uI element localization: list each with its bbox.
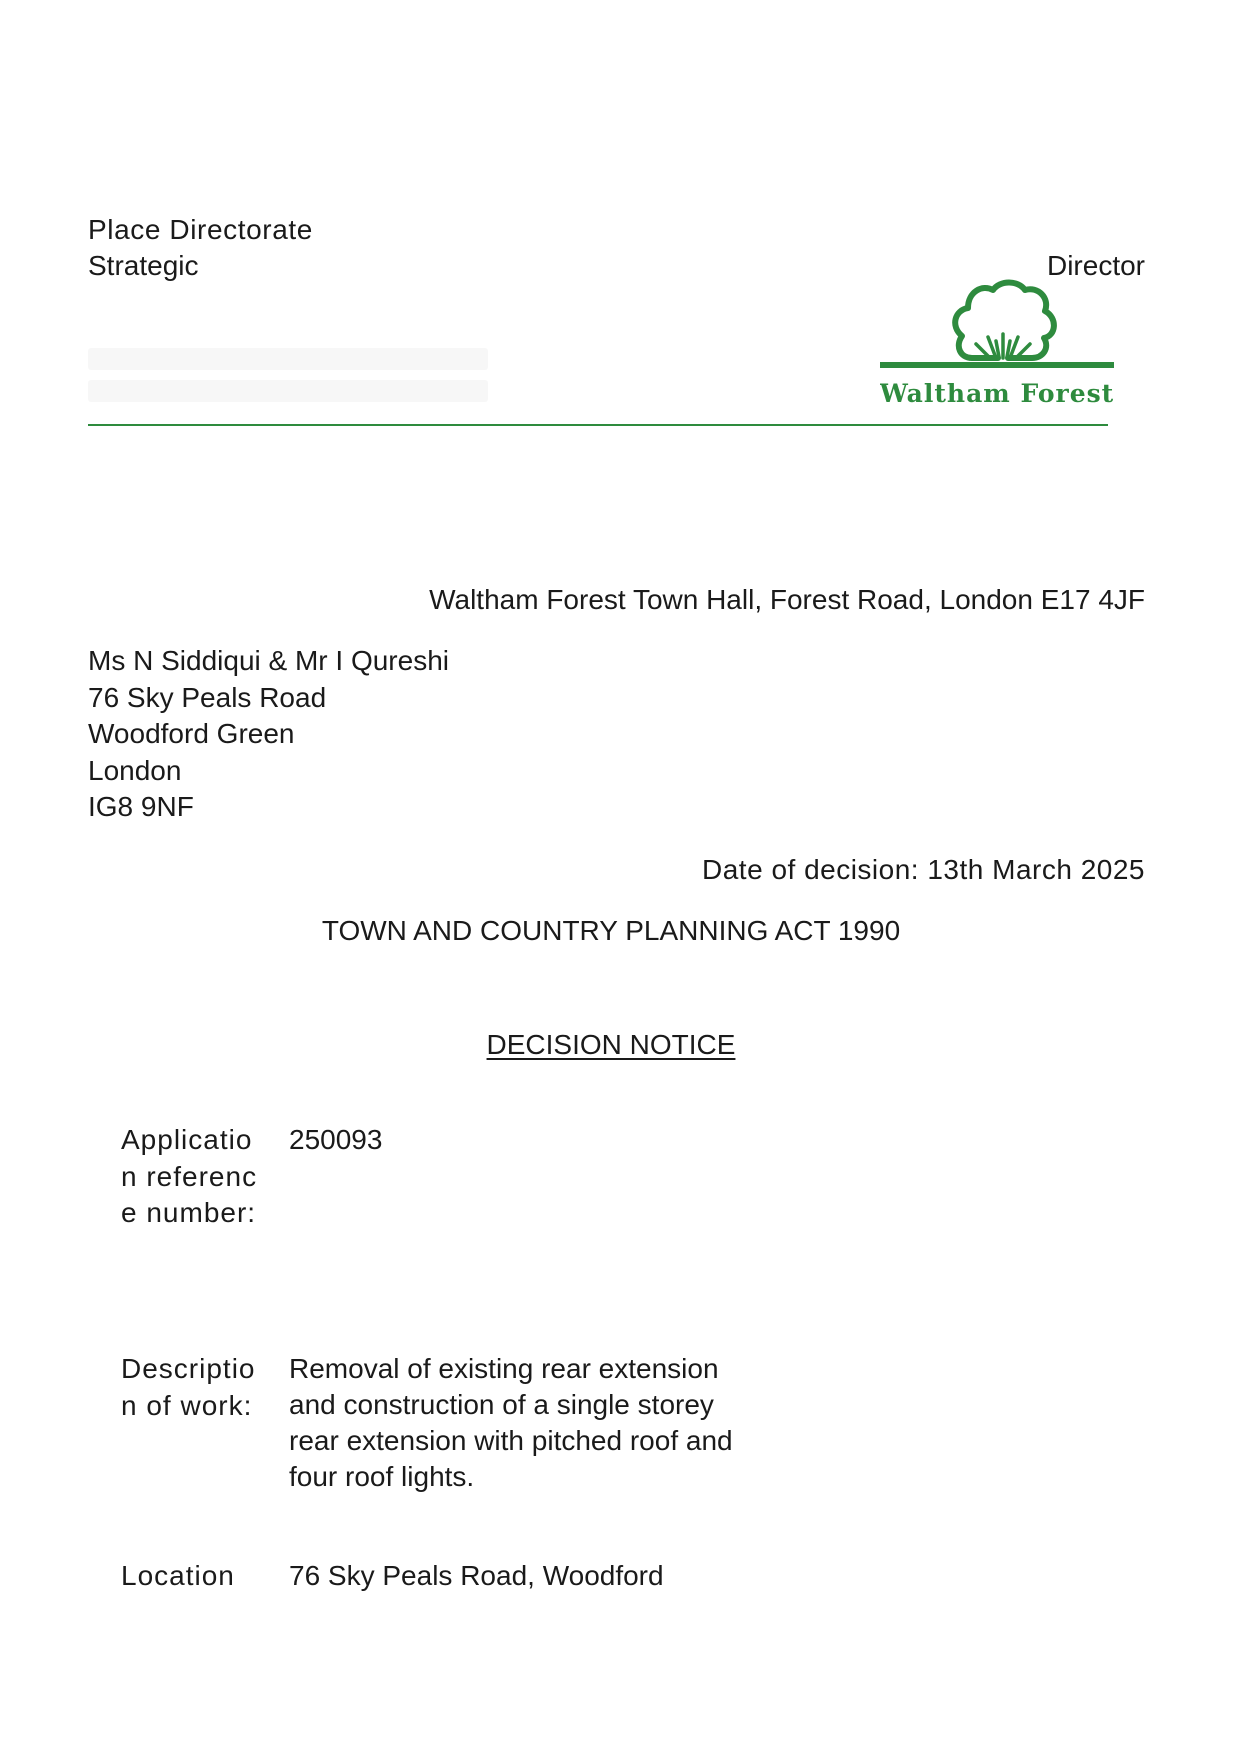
application-reference-value: 250093 — [289, 1124, 383, 1155]
faded-header-text — [88, 348, 488, 404]
decision-date: Date of decision: 13th March 2025 — [702, 854, 1145, 885]
application-reference-label: Application reference number: — [121, 1124, 258, 1228]
header-divider — [88, 424, 1108, 426]
location-value: 76 Sky Peals Road, Woodford — [289, 1560, 664, 1591]
director-title: Director — [1046, 250, 1145, 281]
tree-logo-icon — [880, 278, 1114, 412]
addressee-street: 76 Sky Peals Road — [88, 681, 327, 713]
act-title: TOWN AND COUNTRY PLANNING ACT 1990 — [321, 915, 901, 946]
waltham-forest-logo — [880, 278, 1114, 412]
directorate-subtitle: Strategic — [88, 250, 199, 281]
addressee-block — [88, 643, 449, 826]
description-label: Description of work: — [121, 1353, 256, 1421]
description-value: Removal of existing rear extension and construction of a single storey rear extension with pitched roof and four roof lights. — [289, 1353, 733, 1492]
directorate-name: Place Directorate — [88, 214, 313, 245]
addressee-postcode: IG8 9NF — [88, 791, 194, 822]
town-hall-address: Waltham Forest Town Hall, Forest Road, London E17 4JF — [429, 584, 1145, 615]
faded-line — [88, 348, 488, 370]
location-label: Location — [121, 1560, 235, 1591]
faded-line — [88, 380, 488, 402]
notice-title — [0, 1027, 1222, 1063]
addressee-city: London — [88, 754, 182, 786]
logo-wordmark: Waltham Forest — [880, 379, 1114, 408]
notice-title-text: DECISION NOTICE — [486, 1029, 736, 1060]
addressee-area: Woodford Green — [88, 718, 295, 749]
addressee-name: Ms N Siddiqui & Mr I Qureshi — [88, 645, 449, 676]
